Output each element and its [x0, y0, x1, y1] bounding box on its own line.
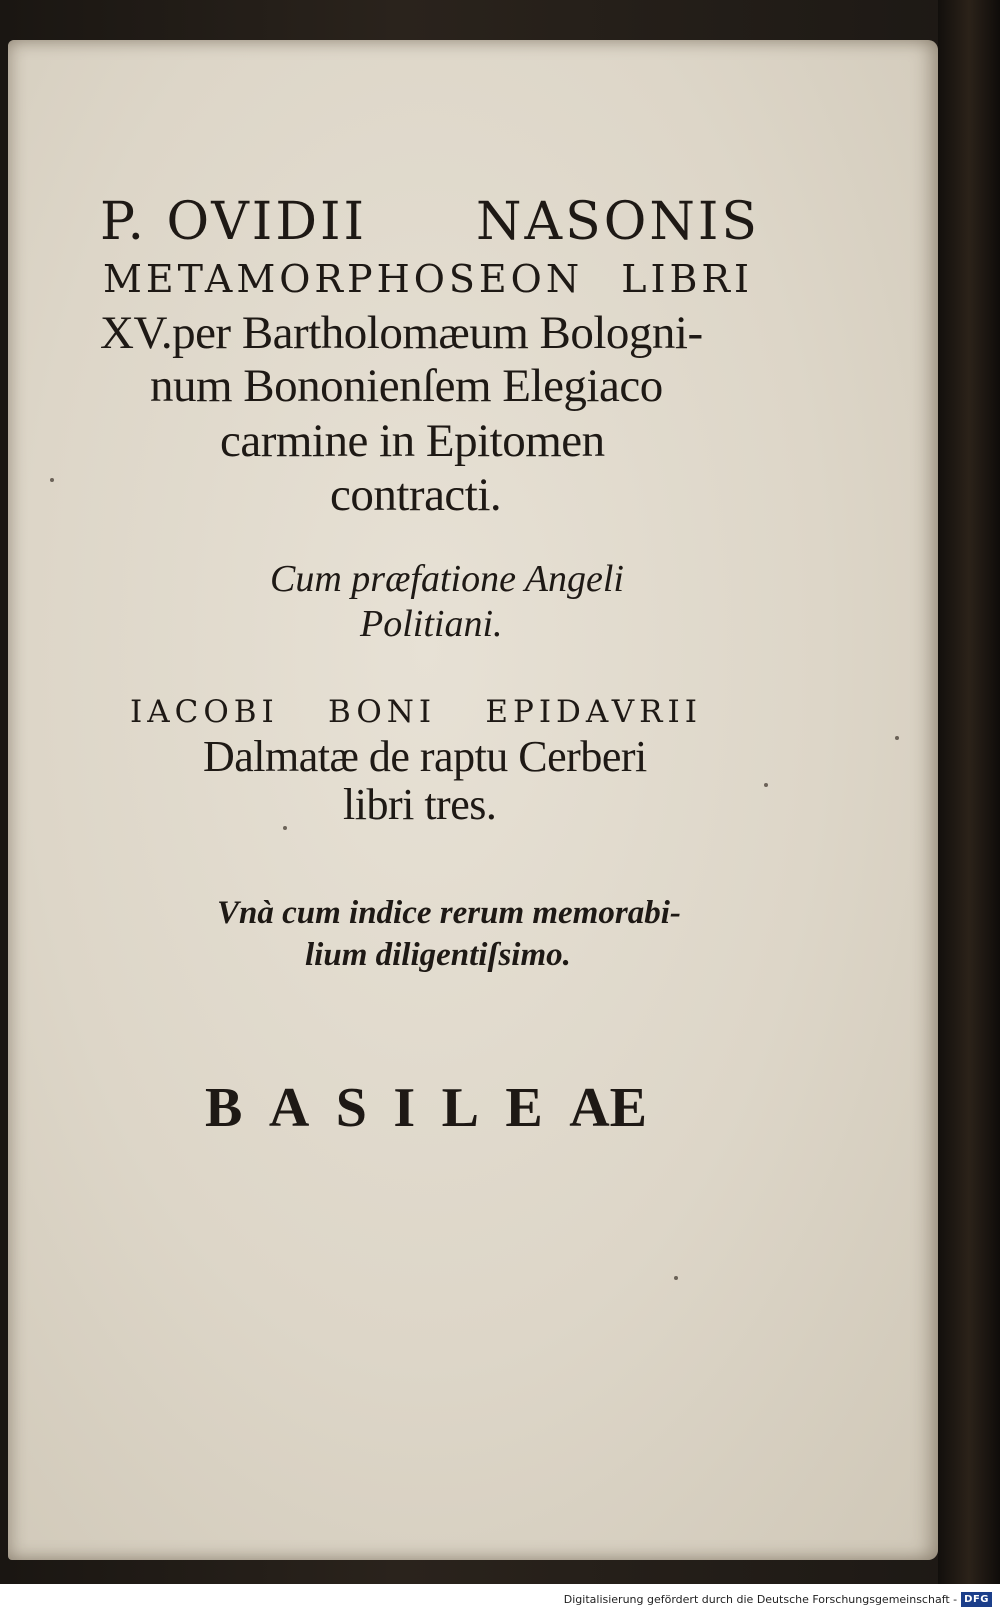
paper-speck [764, 783, 768, 787]
imprint-place [205, 1077, 647, 1139]
paper-speck [283, 826, 287, 830]
preface-line-1: Cum præfatione Angeli [270, 558, 624, 600]
preface-line-2: Politiani. [360, 603, 503, 645]
credit-text: Digitalisierung gefördert durch die Deutsche Forschungsgemeinschaft - [563, 1592, 958, 1606]
title-line-5: carmine in Epitomen [220, 415, 605, 467]
paper-speck [674, 1276, 678, 1280]
second-author-word: EPIDAVRII [485, 694, 702, 730]
imprint-letter: E [505, 1077, 543, 1139]
second-author-word: BONI [327, 694, 437, 730]
paper-speck [895, 736, 899, 740]
title-work-word: LIBRI [621, 257, 753, 301]
paper-speck [50, 478, 54, 482]
title-author-word: NASONIS [476, 192, 760, 252]
index-line-1: Vnà cum indice rerum memorabi- [217, 895, 681, 931]
digitization-credit [564, 1588, 992, 1610]
imprint-letter: L [441, 1077, 479, 1139]
title-work-word: METAMORPHOSEON [103, 257, 584, 301]
second-author-word: IACOBI [130, 694, 279, 730]
imprint-letter: A [268, 1077, 310, 1139]
second-author-line [130, 694, 702, 730]
imprint-letter: S [335, 1077, 367, 1139]
second-work-line-2: libri tres. [343, 780, 497, 829]
second-work-line-1: Dalmatæ de raptu Cerberi [203, 732, 647, 781]
title-work-line [103, 257, 753, 301]
title-author-word: P. OVIDII [100, 192, 368, 252]
dfg-logo: DFG [961, 1592, 992, 1607]
imprint-letter: I [393, 1077, 416, 1139]
book-spine [938, 0, 1000, 1584]
title-line-3: XV.per Bartholomæum Bologni- [100, 307, 703, 359]
imprint-letter: B [205, 1077, 243, 1139]
index-line-2: lium diligentiſsimo. [305, 937, 571, 973]
imprint-letter: AE [569, 1077, 647, 1139]
title-line-4: num Bononienſem Elegiaco [150, 360, 663, 412]
title-line-6: contracti. [330, 469, 502, 521]
title-author-line [100, 192, 760, 252]
